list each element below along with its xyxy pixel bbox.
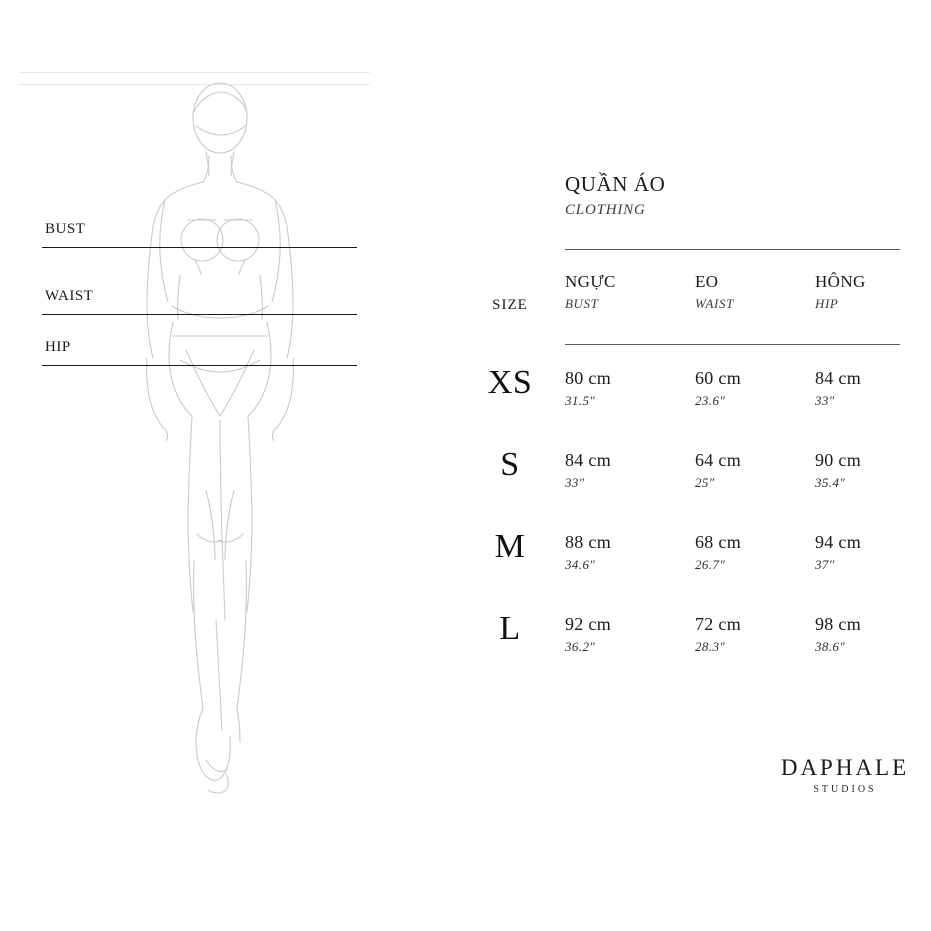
cell-waist-cm: 64 cm [695,450,741,470]
brand-logo [765,755,925,795]
column-header-bust-en: BUST [565,296,599,312]
cell-bust [565,368,611,409]
cell-hip [815,450,861,491]
column-header-waist-en: WAIST [695,296,734,312]
figure-panel [0,0,430,931]
measure-rule-waist [42,314,357,315]
cell-waist-inch: 25″ [695,475,715,490]
cell-waist-inch: 23.6″ [695,393,726,408]
column-header-waist-vn: EO [695,272,719,291]
cell-bust-inch: 31.5″ [565,393,596,408]
cell-hip-cm: 98 cm [815,614,861,634]
measure-rule-hip [42,365,357,366]
cell-bust-inch: 33″ [565,475,585,490]
cell-waist [695,368,741,409]
cell-bust [565,450,611,491]
column-header-size: SIZE [492,297,528,313]
cell-hip-cm: 90 cm [815,450,861,470]
cell-bust [565,614,611,655]
table-row [455,604,931,686]
row-size-label: M [494,528,526,565]
column-header-hip-en: HIP [815,296,839,312]
row-size-label: S [500,446,520,483]
measure-rule-bust [42,247,357,248]
cell-waist [695,450,741,491]
table-heading [565,172,925,219]
brand-subtitle: STUDIOS [813,784,877,795]
brand-name: DAPHALE [780,755,910,780]
column-header-bust-vn: NGỰC [565,272,616,291]
cell-hip-inch: 37″ [815,557,835,572]
cell-hip-cm: 94 cm [815,532,861,552]
column-header-hip [815,271,866,312]
cell-hip-inch: 35.4″ [815,475,846,490]
cell-waist-cm: 60 cm [695,368,741,388]
row-size-label: XS [487,364,533,401]
cell-hip [815,368,861,409]
cell-waist-inch: 26.7″ [695,557,726,572]
cell-waist-cm: 68 cm [695,532,741,552]
table-rule-top [565,249,900,250]
cell-bust-cm: 80 cm [565,368,611,388]
row-size-label: L [499,610,521,647]
cell-waist-inch: 28.3″ [695,639,726,654]
column-header-hip-vn: HÔNG [815,272,866,291]
cell-waist-cm: 72 cm [695,614,741,634]
cell-hip [815,532,861,573]
cell-bust-inch: 36.2″ [565,639,596,654]
size-chart-table [455,0,931,931]
cell-waist [695,614,741,655]
cell-bust-cm: 88 cm [565,532,611,552]
cell-bust-cm: 84 cm [565,450,611,470]
column-header-waist [695,271,734,312]
cell-waist [695,532,741,573]
table-row [455,358,931,440]
column-header-bust [565,271,616,312]
cell-hip-inch: 33″ [815,393,835,408]
table-rule-header [565,344,900,345]
cell-hip [815,614,861,655]
table-row [455,440,931,522]
cell-bust-inch: 34.6″ [565,557,596,572]
female-croquis-illustration [20,60,420,860]
cell-bust-cm: 92 cm [565,614,611,634]
cell-hip-inch: 38.6″ [815,639,846,654]
heading-english: CLOTHING [565,202,646,219]
table-row [455,522,931,604]
measure-label-hip: HIP [45,339,71,355]
cell-bust [565,532,611,573]
cell-hip-cm: 84 cm [815,368,861,388]
measure-label-bust: BUST [45,221,86,237]
heading-vietnamese: QUẦN ÁO [565,172,666,196]
measure-label-waist: WAIST [45,288,94,304]
